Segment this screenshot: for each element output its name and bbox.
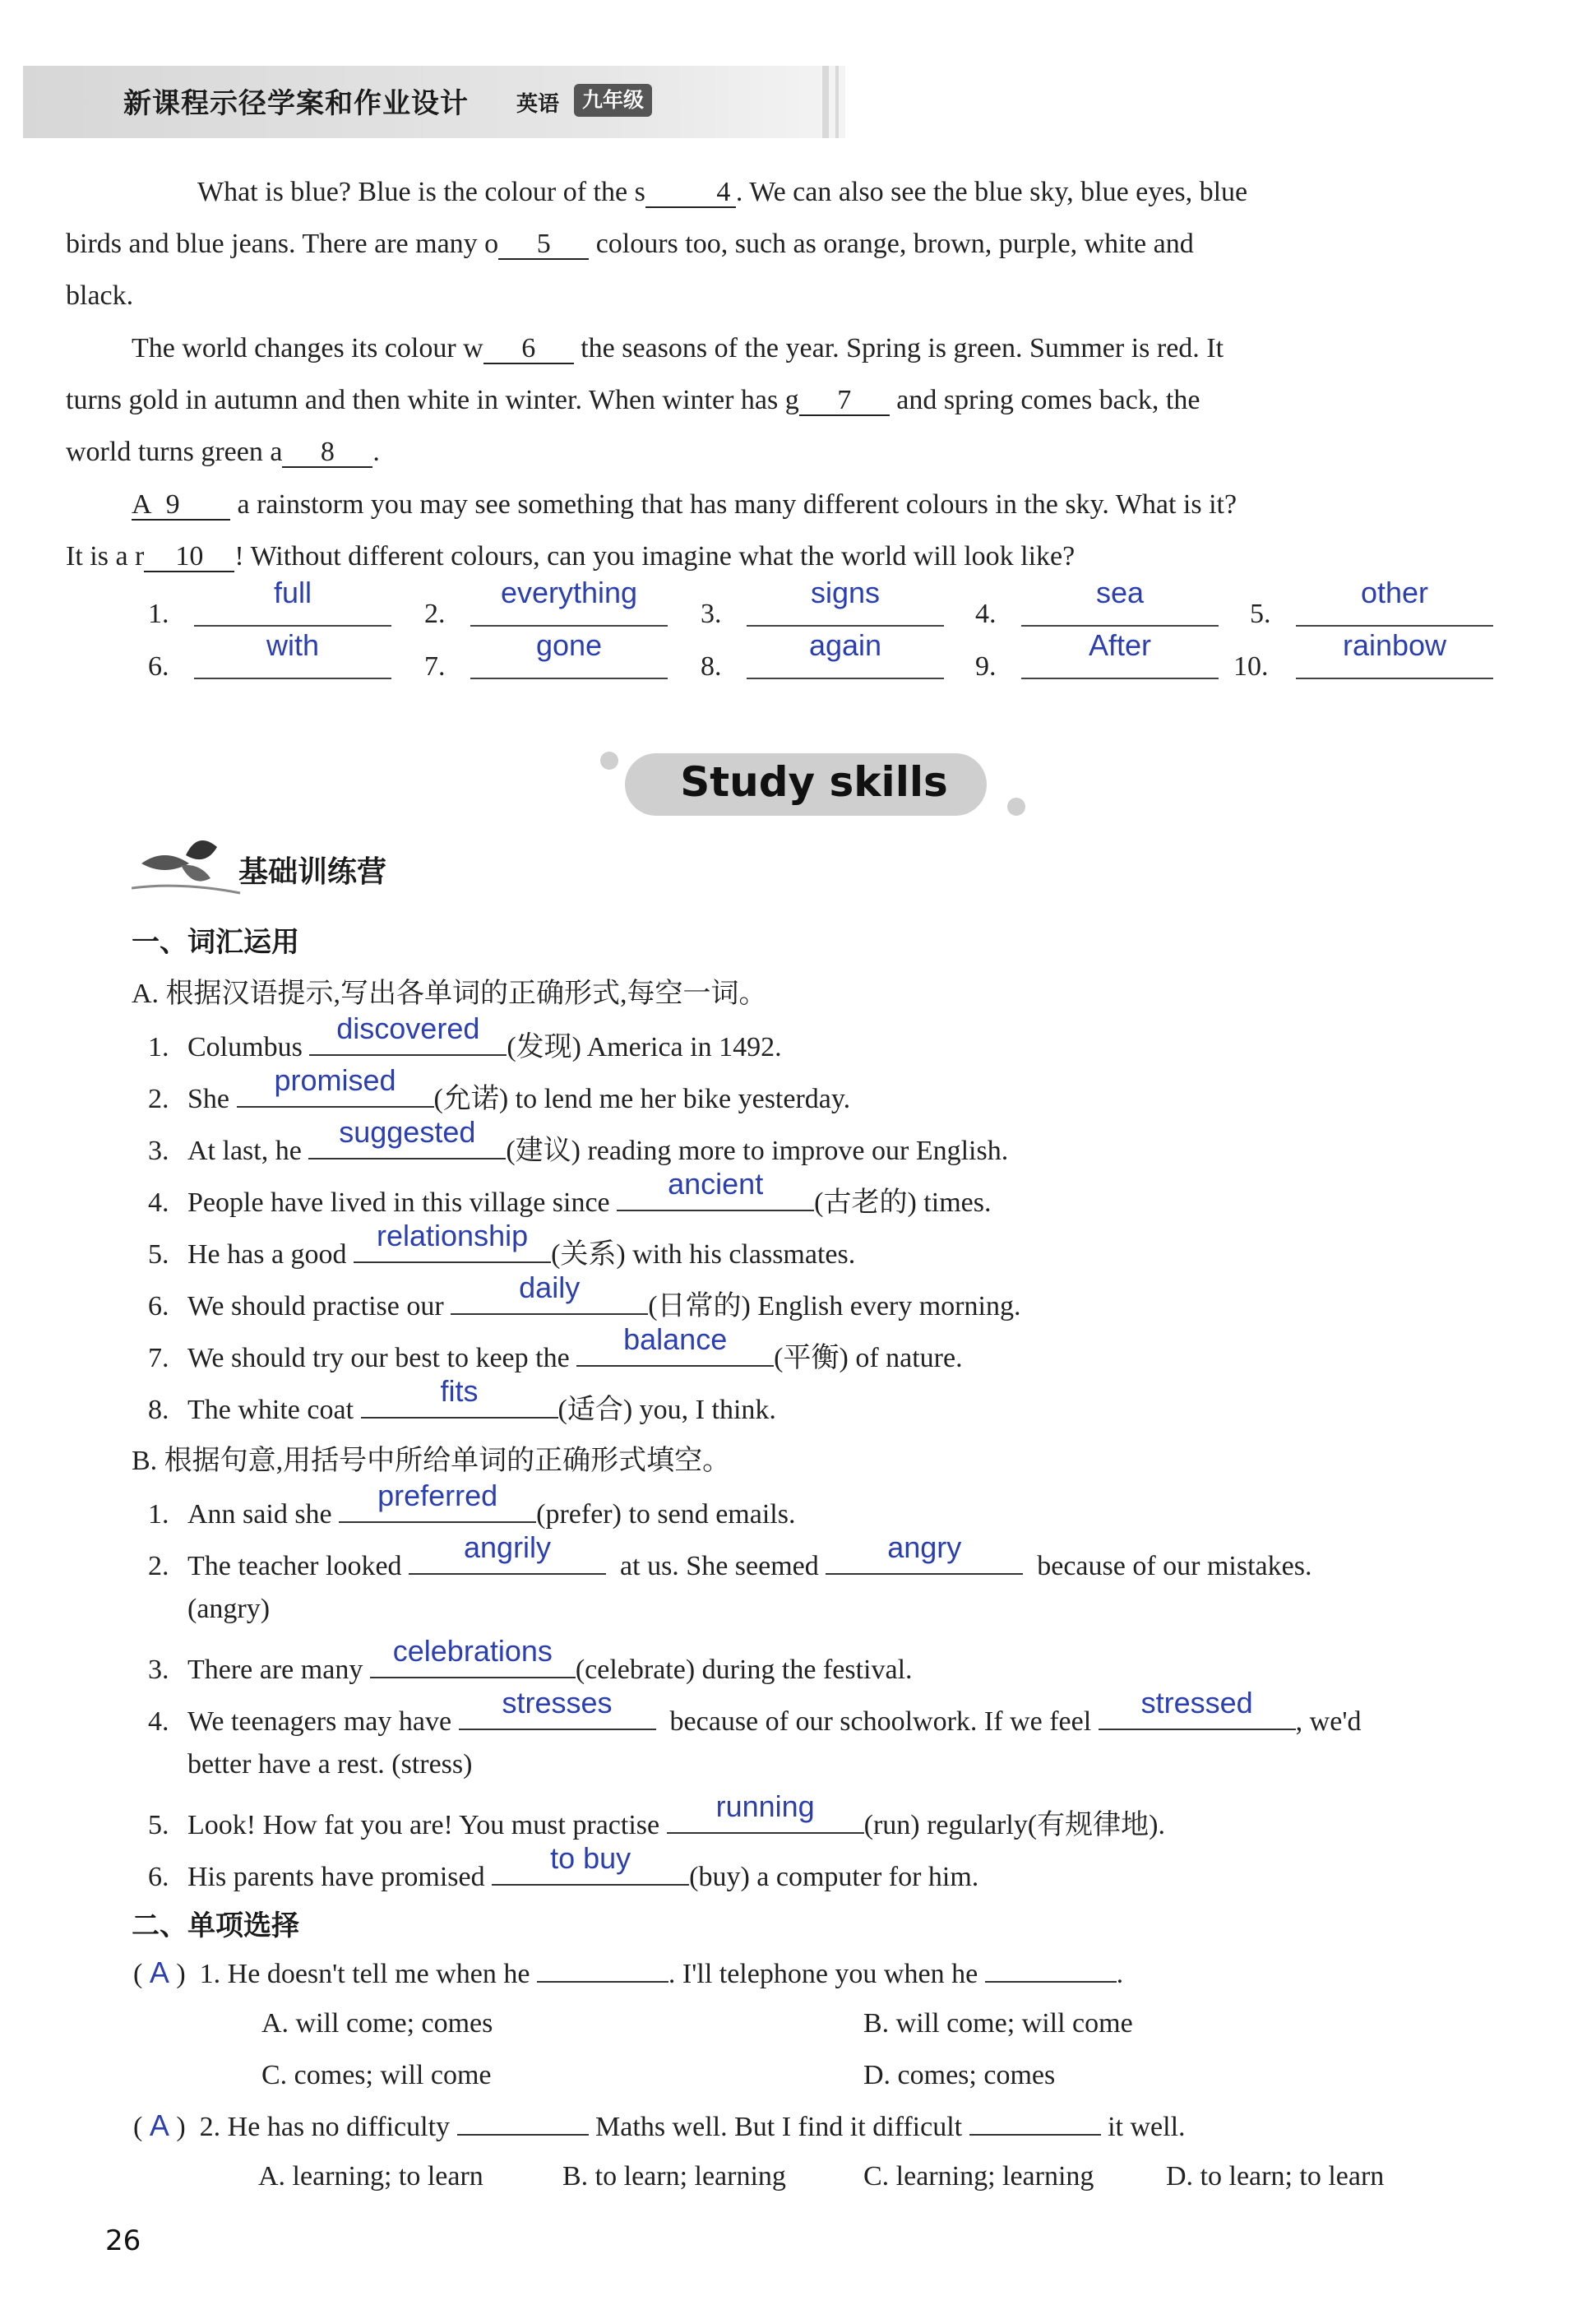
handwritten-answer: angry xyxy=(887,1530,962,1564)
study-skills-title: Study skills xyxy=(680,758,948,806)
handwritten-answer: preferred xyxy=(377,1479,498,1512)
option-a: A. learning; to learn xyxy=(258,2161,483,2192)
option-d: D. to learn; to learn xyxy=(1166,2161,1385,2192)
choice-question-1: ( A ) 1. He doesn't tell me when he . I'll telephone you when he . xyxy=(133,1956,1124,1989)
option-c: C. comes; will come xyxy=(261,2060,492,2090)
answer-item: 4. sea xyxy=(975,581,1263,630)
answer-item: 9. After xyxy=(975,633,1263,683)
handwritten-answer: After xyxy=(1088,628,1152,662)
handwritten-answer: full xyxy=(273,576,312,609)
handwritten-choice: A xyxy=(149,1956,169,1989)
handwritten-answer: ancient xyxy=(668,1167,764,1201)
vocab-b-item: 5. Look! How fat you are! You must practise running (run) regularly(有规律地). xyxy=(148,1789,1165,1840)
handwritten-answer: suggested xyxy=(339,1115,476,1149)
vocab-a-item: 4. People have lived in this village since ancient (古老的) times. xyxy=(148,1167,992,1218)
vocab-a-item: 3. At last, he suggested (建议) reading more to improve our English. xyxy=(148,1115,1009,1166)
handwritten-answer: again xyxy=(808,628,882,662)
vocab-b-item: 6. His parents have promised to buy (buy) a computer for him. xyxy=(148,1841,979,1892)
handwritten-answer: discovered xyxy=(336,1011,480,1045)
vocab-a-item: 1. Columbus discovered (发现) America in 1492. xyxy=(148,1011,782,1062)
vocab-b-item: 2. The teacher looked angrily at us. She seemed angry because of our mistakes. xyxy=(148,1530,1312,1581)
vocab-a-item: 5. He has a good relationship (关系) with his classmates. xyxy=(148,1219,856,1270)
answer-item: 7. gone xyxy=(424,633,712,683)
answer-item: 8. again xyxy=(701,633,988,683)
handwritten-answer: other xyxy=(1360,576,1429,609)
section-vocab-title: 一、词汇运用 xyxy=(132,926,299,959)
choice-question-2: ( A ) 2. He has no difficulty Maths well. But I find it difficult it well. xyxy=(133,2108,1186,2142)
handwritten-answer: everything xyxy=(500,576,638,609)
study-skills-banner xyxy=(600,747,1028,812)
handwritten-answer: stressed xyxy=(1140,1686,1253,1719)
vocab-a-item: 6. We should practise our daily (日常的) English every morning. xyxy=(148,1271,1021,1321)
answer-item: 1. full xyxy=(148,581,436,630)
passage-paragraph-1: What is blue? Blue is the colour of the s 4 . We can also see the blue sky, blue eyes, blue birds and blue jeans. There are many o 5 colours too, such as orange, brown, purple, white and black. xyxy=(66,177,1248,311)
handwritten-answer: to buy xyxy=(550,1841,631,1875)
option-a: A. will come; comes xyxy=(261,2008,493,2039)
vocab-a-item: 8. The white coat fits (适合) you, I think. xyxy=(148,1374,776,1425)
page-number: 26 xyxy=(105,2224,141,2257)
answer-item: 2. everything xyxy=(424,581,712,630)
camp-title: 基础训练营 xyxy=(238,855,387,889)
answer-item: 6. with xyxy=(148,633,436,683)
handwritten-answer: angrily xyxy=(464,1530,552,1564)
handwritten-answer: promised xyxy=(274,1063,396,1097)
vocab-b-item: 3. There are many celebrations (celebrate) during the festival. xyxy=(148,1634,913,1685)
handwritten-answer: relationship xyxy=(377,1219,529,1252)
answer-item: 5. other xyxy=(1250,581,1538,630)
handwritten-answer: fits xyxy=(440,1374,479,1408)
handwritten-answer: stresses xyxy=(502,1686,613,1719)
option-c: C. learning; learning xyxy=(863,2161,1094,2192)
grade-badge: 九年级 xyxy=(574,84,652,117)
handwritten-answer: with xyxy=(266,628,320,662)
part-a-instruction: A. 根据汉语提示,写出各单词的正确形式,每空一词。 xyxy=(132,979,767,1009)
vocab-a-item: 7. We should try our best to keep the balance (平衡) of nature. xyxy=(148,1322,963,1373)
handwritten-answer: rainbow xyxy=(1342,628,1447,662)
leaf-icon xyxy=(132,831,247,896)
vocab-b-item-cont: (angry) xyxy=(187,1594,271,1624)
handwritten-answer: gone xyxy=(535,628,603,662)
option-b: B. will come; will come xyxy=(863,2008,1133,2039)
vocab-b-item: 4. We teenagers may have stresses because of our schoolwork. If we feel stressed , we'd xyxy=(148,1686,1362,1737)
passage-paragraph-3: A 9 a rainstorm you may see something that has many different colours in the sky. What is it? It is a r 10 ! Without different colours, can you imagine what the world will look like? xyxy=(66,489,1237,572)
handwritten-answer: balance xyxy=(623,1322,728,1356)
book-title: 新课程示径学案和作业设计 xyxy=(123,87,469,120)
passage-paragraph-2: The world changes its colour w 6 the seasons of the year. Spring is green. Summer is red. It turns gold in autumn and then white in winter. When winter has g 7 and spring comes back, the world turns green a 8 . xyxy=(66,333,1224,467)
handwritten-answer: sea xyxy=(1095,576,1145,609)
section-choice-title: 二、单项选择 xyxy=(132,1909,299,1942)
handwritten-answer: signs xyxy=(810,576,881,609)
option-b: B. to learn; learning xyxy=(562,2161,786,2192)
part-b-instruction: B. 根据句意,用括号中所给单词的正确形式填空。 xyxy=(132,1446,731,1476)
vocab-a-item: 2. She promised (允诺) to lend me her bike yesterday. xyxy=(148,1063,851,1114)
handwritten-answer: running xyxy=(715,1789,815,1823)
handwritten-answer: daily xyxy=(519,1271,581,1304)
answer-item: 10. rainbow xyxy=(1233,633,1521,683)
vocab-b-item-cont: better have a rest. (stress) xyxy=(187,1749,473,1780)
option-d: D. comes; comes xyxy=(863,2060,1056,2090)
answer-item: 3. signs xyxy=(701,581,988,630)
handwritten-answer: celebrations xyxy=(392,1634,553,1668)
vocab-b-item: 1. Ann said she preferred (prefer) to send emails. xyxy=(148,1479,796,1530)
subject-label: 英语 xyxy=(516,92,560,117)
handwritten-choice: A xyxy=(149,2108,169,2142)
header-stripe xyxy=(835,66,839,138)
header-stripe xyxy=(822,66,829,138)
